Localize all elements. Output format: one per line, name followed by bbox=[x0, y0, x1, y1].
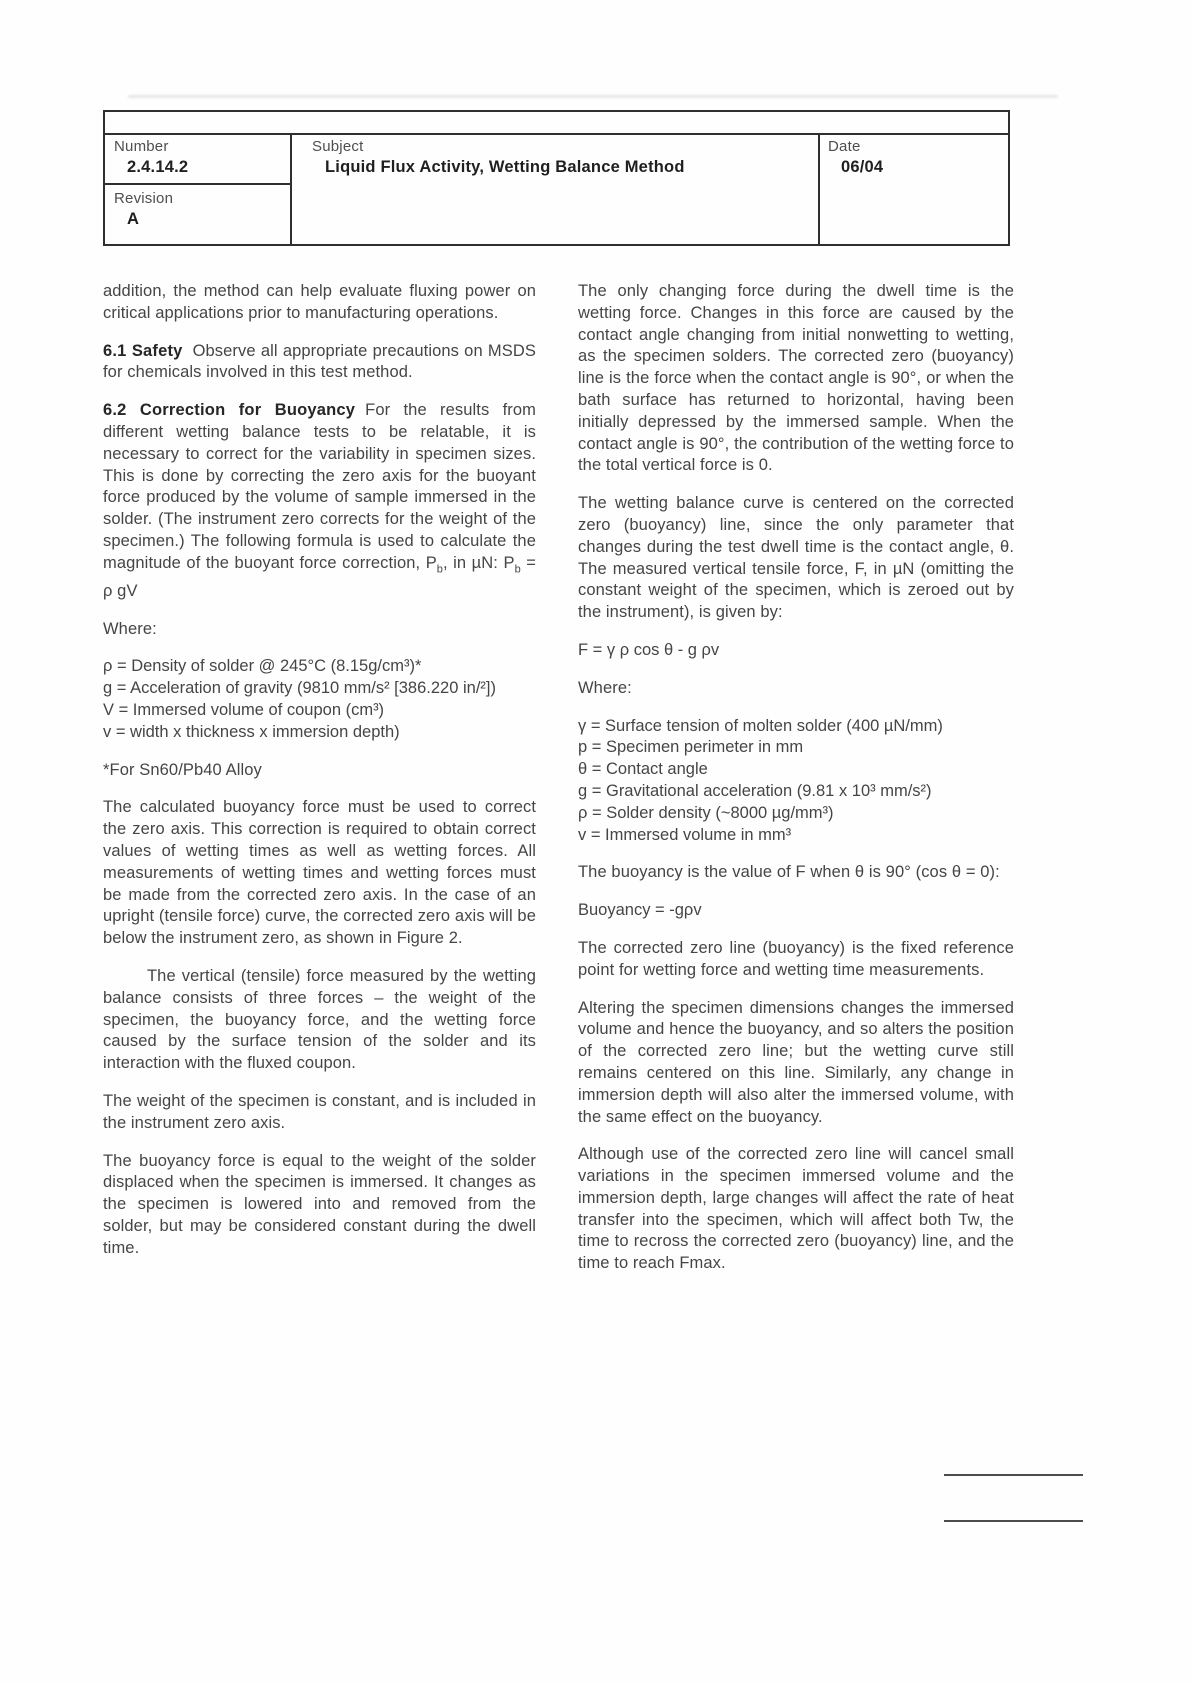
intro-continuation-paragraph: addition, the method can help evaluate fluxing power on critical applications prior to manufacturing operations. bbox=[103, 282, 536, 322]
definition-rho: ρ = Density of solder @ 245°C (8.15g/cm³)* bbox=[103, 657, 422, 676]
header-number-cell bbox=[105, 135, 290, 185]
header-subject-cell bbox=[292, 135, 820, 244]
paragraph: The weight of the specimen is constant, and is included in the instrument zero axis. bbox=[103, 1092, 536, 1132]
number-label: Number bbox=[114, 138, 169, 155]
paragraph: The buoyancy force is equal to the weight of the solder displaced when the specimen is immersed. It changes as the specimen is lowered into and removed from the solder, but may be considered constant during the dwell time. bbox=[103, 1151, 536, 1257]
fill-in-line bbox=[944, 1474, 1083, 1476]
section-6-2-body: For the results from different wetting balance tests to be relatable, it is necessary to correct for the variability in specimen sizes. This is done by correcting the zero axis for the buoyant force produced by the volume of sample immersed in the solder. (The instrument zero corrects for the weight of the specimen.) The following formula is used to calculate the magnitude of the buoyant force correction, P bbox=[103, 401, 536, 572]
definition-v: v = width x thickness x immersion depth) bbox=[103, 722, 400, 741]
date-label: Date bbox=[828, 138, 861, 155]
header-top-strip bbox=[105, 112, 1008, 135]
definition-g: g = Gravitational acceleration (9.81 x 10³ mm/s²) bbox=[578, 781, 932, 800]
definition-theta: θ = Contact angle bbox=[578, 760, 708, 779]
buoyancy-formula: Buoyancy = -gρv bbox=[578, 901, 702, 920]
fill-in-line bbox=[944, 1520, 1083, 1522]
header-date-cell bbox=[820, 135, 1008, 244]
definition-v: v = Immersed volume in mm³ bbox=[578, 825, 792, 844]
definition-g: g = Acceleration of gravity (9810 mm/s² [386.220 in/²]) bbox=[103, 679, 496, 698]
definition-p: p = Specimen perimeter in mm bbox=[578, 738, 804, 757]
section-6-2-formula-end: = ρ gV bbox=[103, 553, 536, 600]
header-number-column bbox=[105, 135, 292, 244]
paragraph: The buoyancy is the value of F when θ is 90° (cos θ = 0): bbox=[578, 863, 1000, 882]
definition-list bbox=[578, 716, 1014, 847]
scan-artifact bbox=[128, 95, 1058, 98]
definition-rho: ρ = Solder density (~8000 µg/mm³) bbox=[578, 803, 834, 822]
wetting-force-formula: F = γ ρ cos θ - g ρv bbox=[578, 640, 720, 659]
number-value: 2.4.14.2 bbox=[127, 158, 189, 176]
where-label: Where: bbox=[578, 678, 632, 697]
section-6-1-body: Observe all appropriate precautions on MSDS for chemicals involved in this test method. bbox=[103, 341, 537, 382]
paragraph: The vertical (tensile) force measured by the wetting balance consists of three forces – the weight of the specimen, the buoyancy force, and the wetting force caused by the surface tension of the solder and its interaction with the fluxed coupon. bbox=[103, 967, 536, 1073]
paragraph: Although use of the corrected zero line will cancel small variations in the specimen immersed volume and the immersion depth, large changes will affect the rate of heat transfer into the specimen, which will affect both Tw, the time to recross the corrected zero (buoyancy) line, and the time to reach Fmax. bbox=[578, 1145, 1014, 1273]
subscript-b: b bbox=[514, 563, 521, 576]
subject-value: Liquid Flux Activity, Wetting Balance Method bbox=[325, 158, 685, 176]
header-title-block bbox=[103, 110, 1010, 246]
right-column bbox=[578, 281, 1014, 1291]
definition-V: V = Immersed volume of coupon (cm³) bbox=[103, 701, 385, 720]
paragraph: The wetting balance curve is centered on the corrected zero (buoyancy) line, since the only parameter that changes during the test dwell time is the contact angle, θ. The measured vertical tensile force, F, in µN (omitting the constant weight of the specimen, which is zeroed out by the instrument), is given by: bbox=[578, 494, 1014, 622]
date-value: 06/04 bbox=[841, 158, 884, 176]
section-6-1-paragraph bbox=[103, 341, 536, 385]
definition-gamma: γ = Surface tension of molten solder (400 µN/mm) bbox=[578, 716, 943, 735]
paragraph: Altering the specimen dimensions changes the immersed volume and hence the buoyancy, and so alters the position of the corrected zero line; but the wetting curve still remains centered on this line. Similarly, any change in immersion depth will also alter the immersed volume, with the same effect on the buoyancy. bbox=[578, 998, 1014, 1126]
section-6-2-paragraph bbox=[103, 400, 536, 602]
paragraph: The corrected zero line (buoyancy) is the fixed reference point for wetting force and wetting time measurements. bbox=[578, 938, 1014, 979]
alloy-footnote: *For Sn60/Pb40 Alloy bbox=[103, 760, 262, 779]
paragraph: The only changing force during the dwell time is the wetting force. Changes in this force are caused by the contact angle changing from initial nonwetting to wetting, as the specimen solders. The corrected zero (buoyancy) line is the force when the contact angle is 90°, or when the bath surface has returned to horizontal, having been initially depressed by the immersed sample. When the contact angle is 90°, the contribution of the wetting force to the total vertical force is 0. bbox=[578, 282, 1014, 475]
paragraph: The calculated buoyancy force must be used to correct the zero axis. This correction is required to obtain correct values of wetting times as well as wetting forces. All measurements of wetting times and wetting forces must be made from the corrected zero axis. In the case of an upright (tensile force) curve, the corrected zero axis will be below the instrument zero, as shown in Figure 2. bbox=[103, 798, 536, 948]
subject-label: Subject bbox=[312, 138, 364, 155]
section-6-2-heading: 6.2 Correction for Buoyancy bbox=[103, 401, 356, 420]
revision-value: A bbox=[127, 210, 140, 228]
header-revision-cell bbox=[105, 185, 290, 244]
subscript-b: b bbox=[436, 563, 444, 576]
left-column bbox=[103, 281, 536, 1291]
section-6-2-formula-mid: , in µN: P bbox=[443, 553, 515, 572]
body-columns bbox=[103, 281, 1014, 1291]
section-6-1-heading: 6.1 Safety bbox=[103, 341, 183, 360]
definition-list bbox=[103, 656, 536, 743]
where-label: Where: bbox=[103, 619, 157, 638]
header-row bbox=[105, 135, 1008, 244]
revision-label: Revision bbox=[114, 190, 174, 207]
